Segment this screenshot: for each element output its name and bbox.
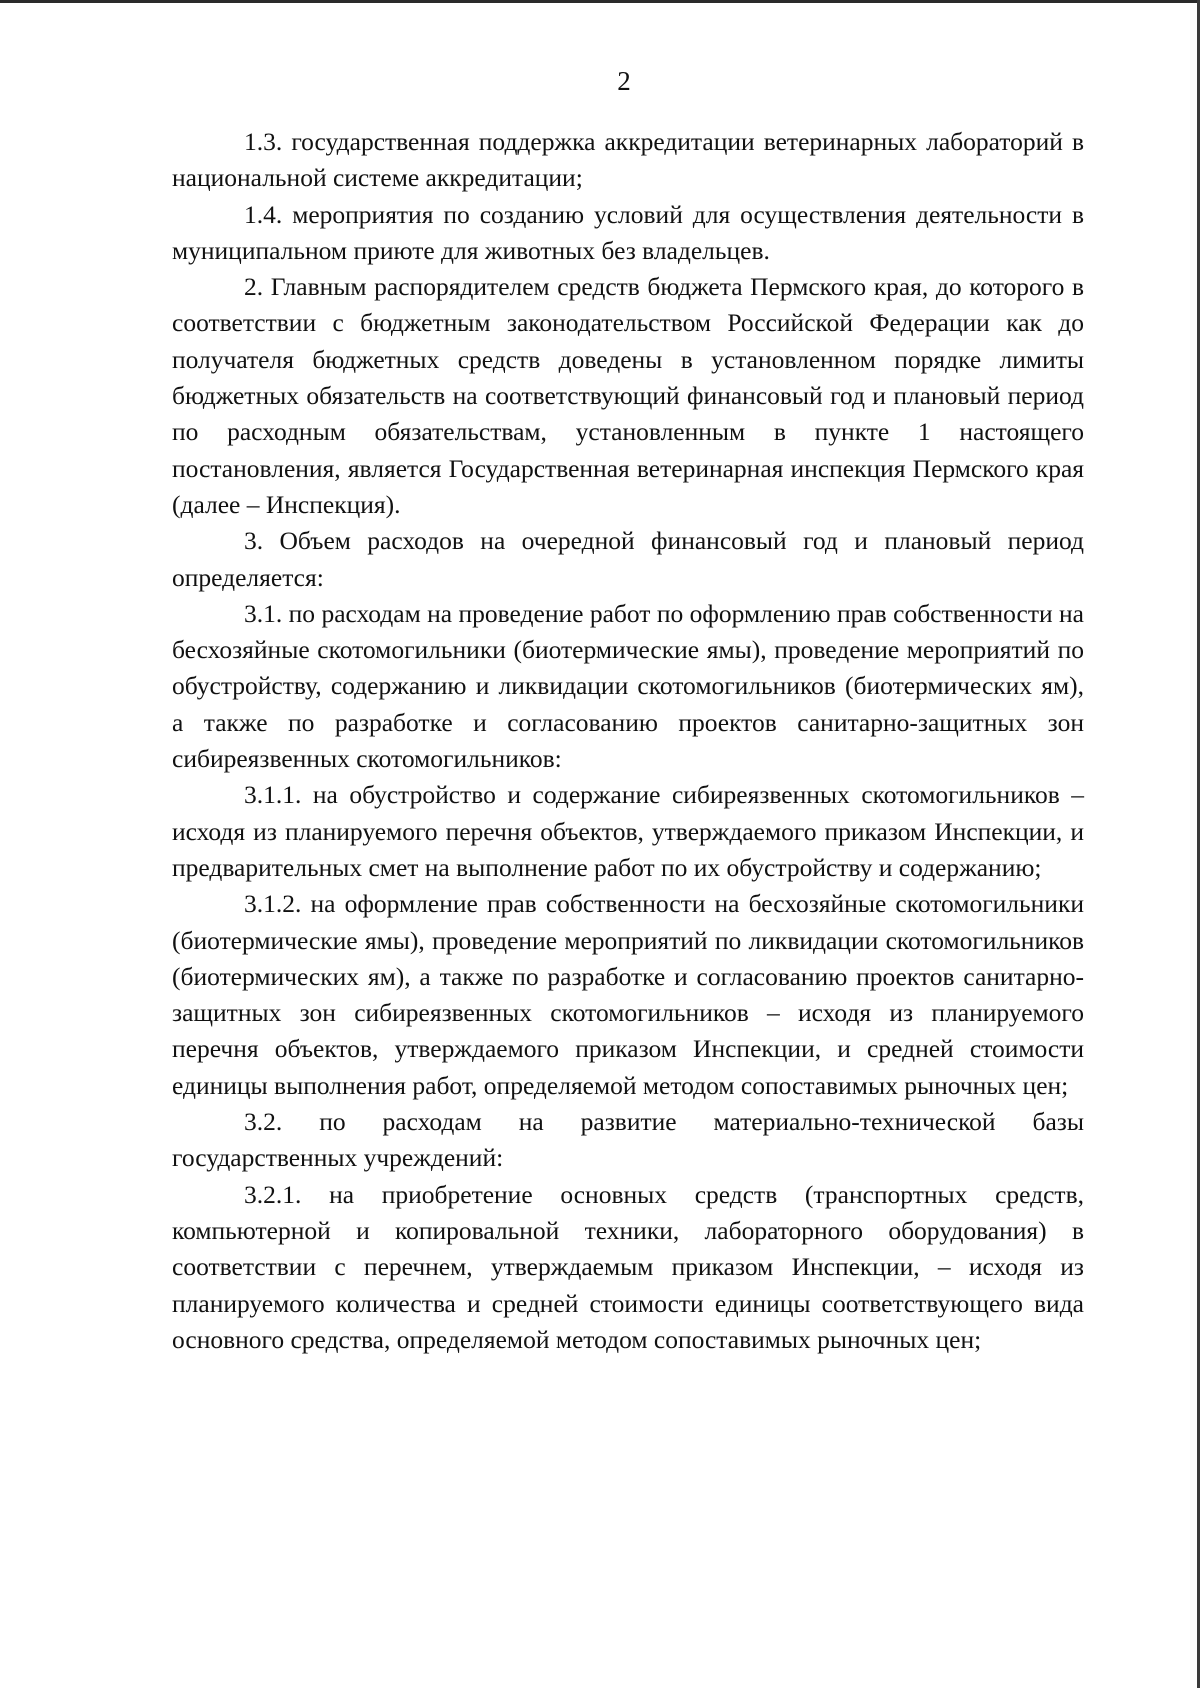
paragraph-3: 3. Объем расходов на очередной финансовый год и плановый период определяется:	[172, 526, 1084, 592]
scan-edge-top	[0, 0, 1200, 3]
paragraph-3-2-1: 3.2.1. на приобретение основных средств (транспортных средств, компьютерной и копировальной техники, лабораторного оборудования) в соответствии с перечнем, утверждаемым приказом Инспекции, – исходя из планируемого количества и средней стоимости единицы соответствующего вида основного средства, определяемой методом сопоставимых рыночных цен;	[172, 1179, 1084, 1354]
paragraph-3-1: 3.1. по расходам на проведение работ по оформлению прав собственности на бесхозяйные скотомогильники (биотермические ямы), проведение мероприятий по обустройству, содержанию и ликвидации скотомогильников (биотермических ям), а также по разработке и согласованию проектов санитарно-защитных зон сибиреязвенных скотомогильников:	[172, 598, 1084, 774]
paragraph-1-3: 1.3. государственная поддержка аккредитации ветеринарных лабораторий в национальной системе аккредитации;	[172, 127, 1084, 193]
paragraph-3-1-1: 3.1.1. на обустройство и содержание сибиреязвенных скотомогильников – исходя из планируемого перечня объектов, утверждаемого приказом Инспекции, и предварительных смет на выполнение работ по их обустройству и содержанию;	[172, 780, 1084, 882]
paragraph-1-4: 1.4. мероприятия по созданию условий для осуществления деятельности в муниципальном приюте для животных без владельцев.	[172, 199, 1084, 265]
paragraph-2: 2. Главным распорядителем средств бюджета Пермского края, до которого в соответствии с бюджетным законодательством Российской Федерации как до получателя бюджетных средств доведены в установленном порядке лимиты бюджетных обязательств на соответствующий финансовый год и плановый период по расходным обязательствам, установленным в пункте 1 настоящего постановления, является Государственная ветеринарная инспекция Пермского края (далее – Инспекция).	[172, 272, 1084, 519]
page-number: 2	[617, 66, 631, 96]
paragraph-3-2: 3.2. по расходам на развитие материально-технической базы государственных учреждений:	[172, 1107, 1084, 1173]
document-body	[172, 124, 1084, 1358]
paragraph-3-1-2: 3.1.2. на оформление прав собственности на бесхозяйные скотомогильники (биотермические ямы), проведение мероприятий по ликвидации скотомогильников (биотермических ям), а также по разработке и согласованию проектов санитарно-защитных зон сибиреязвенных скотомогильников – исходя из планируемого перечня объектов, утверждаемого приказом Инспекции, и средней стоимости единицы выполнения работ, определяемой методом сопоставимых рыночных цен;	[172, 889, 1084, 1100]
